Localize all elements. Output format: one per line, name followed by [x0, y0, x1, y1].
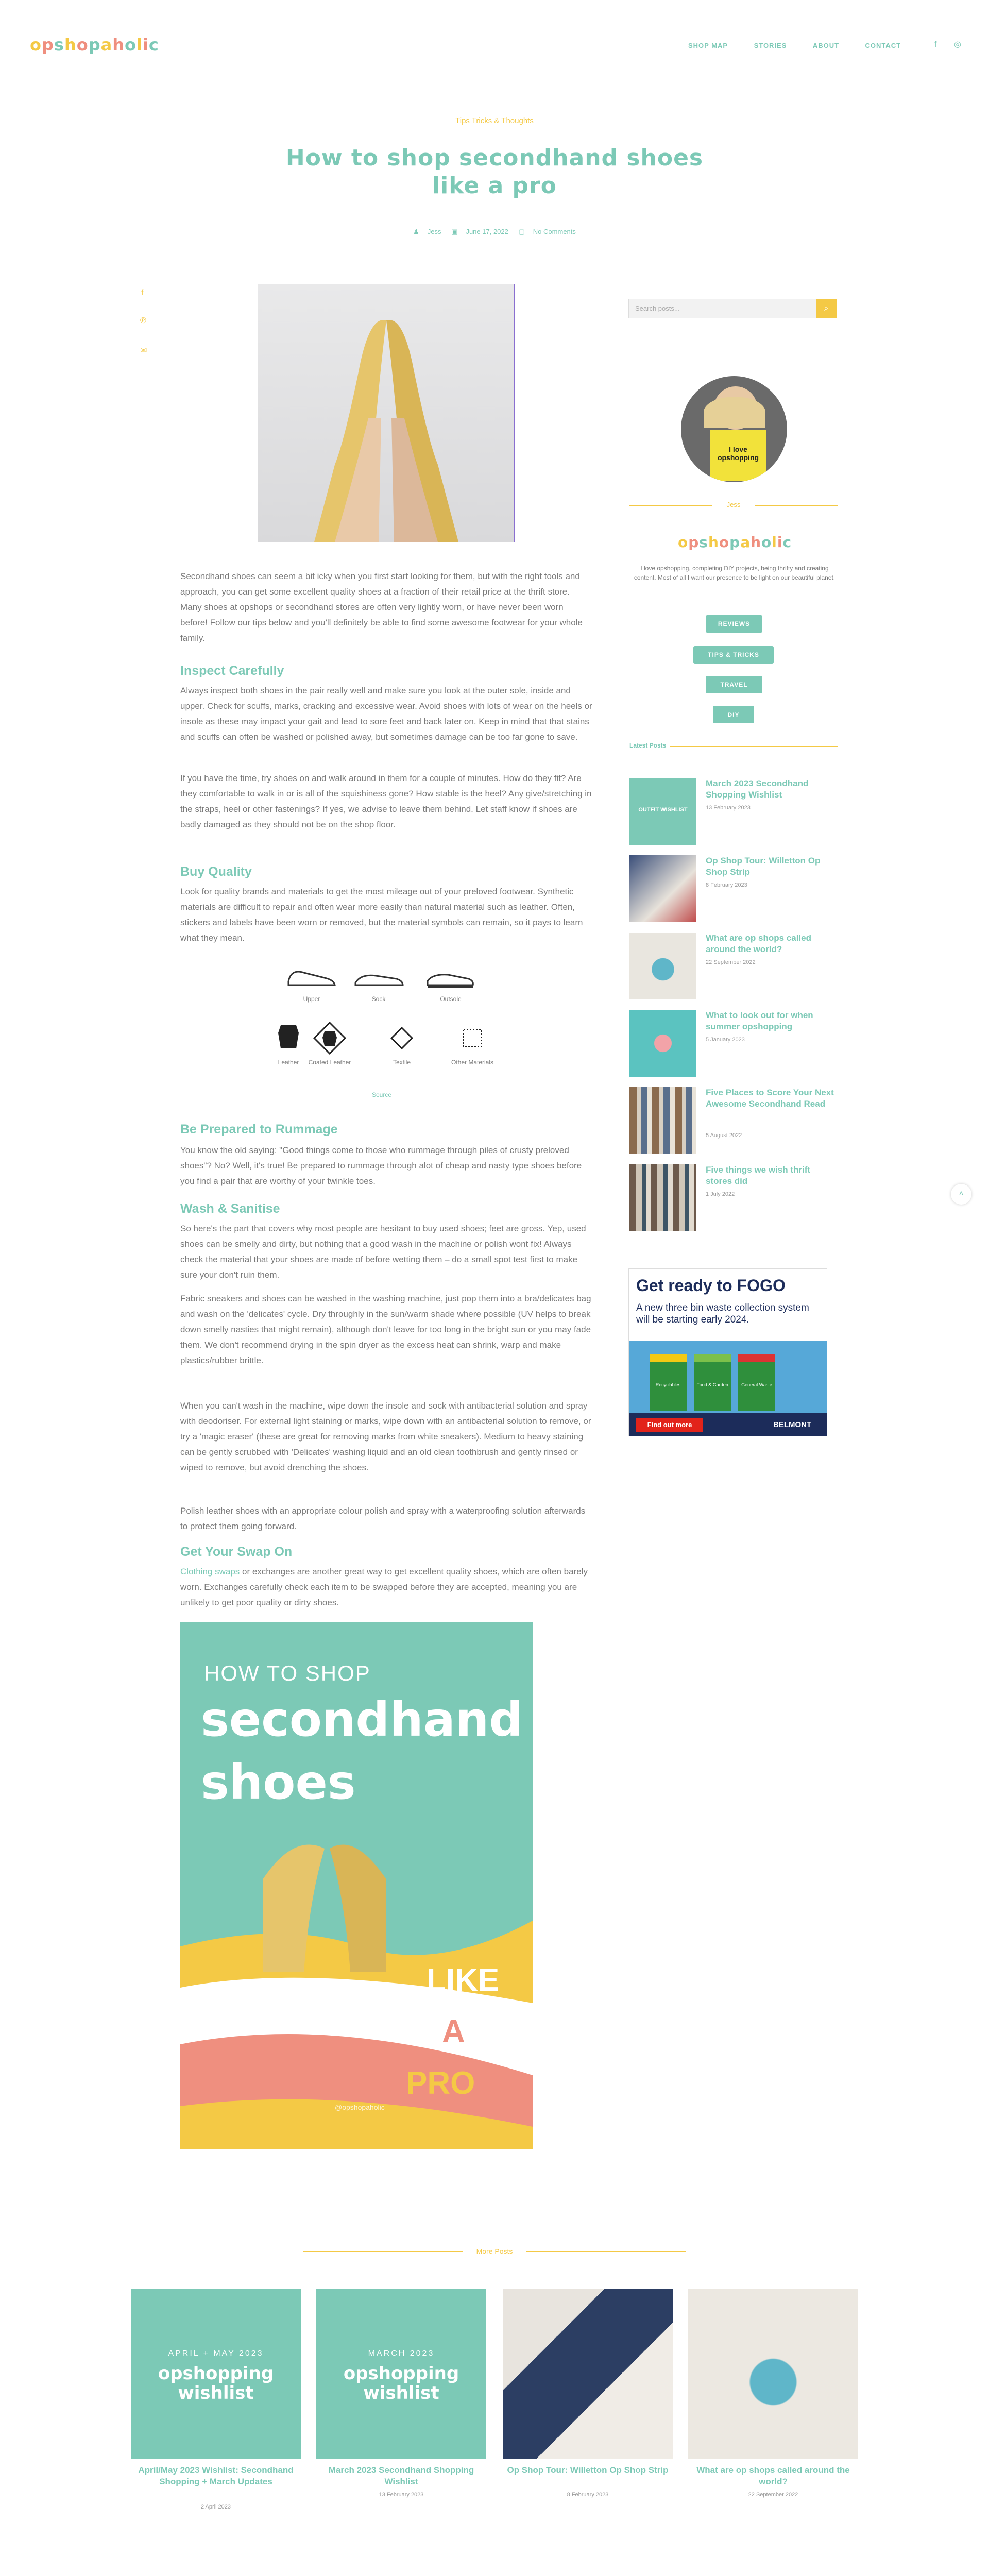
- symbol-outsole-label: Outsole: [440, 995, 462, 1003]
- author-divider-left: [629, 505, 712, 506]
- post-meta: [0, 228, 989, 236]
- latest-date-6: 1 July 2022: [706, 1191, 735, 1197]
- more-title-1[interactable]: April/May 2023 Wishlist: Secondhand Shopping + March Updates: [138, 2465, 294, 2486]
- author-divider-right: [755, 505, 838, 506]
- pill-diy[interactable]: DIY: [713, 706, 754, 723]
- latest-date-3: 22 September 2022: [706, 959, 756, 965]
- symbol-leather-label: Leather: [278, 1059, 299, 1066]
- site-logo[interactable]: opshopaholic: [30, 35, 159, 55]
- more-date-3: 8 February 2023: [567, 2492, 609, 2498]
- share-facebook-icon[interactable]: f: [141, 289, 144, 297]
- clothing-swaps-link[interactable]: Clothing swaps: [180, 1567, 240, 1577]
- nav-contact[interactable]: CONTACT: [865, 42, 901, 49]
- latest-date-4: 5 January 2023: [706, 1037, 745, 1043]
- quality-paragraph: Look for quality brands and materials to get the most mileage out of your preloved footwear. Synthetic materials are difficult to repair and often wear more easily than natural material such as leather. Often, stickers and labels have been worn or removed, but the material symbols can remain, so it pays to learn what they mean.: [180, 887, 583, 943]
- latest-date-2: 8 February 2023: [706, 882, 747, 888]
- hero-image: [258, 284, 515, 542]
- latest-thumb-3[interactable]: [629, 933, 696, 999]
- latest-thumb-6[interactable]: [629, 1164, 696, 1231]
- shoe-part-icons: [268, 958, 505, 994]
- ad-bin-label-1: Recyclables: [655, 1382, 681, 1387]
- share-email-icon[interactable]: ✉: [140, 346, 147, 355]
- symbol-coated-leather-label: Coated Leather: [308, 1059, 351, 1066]
- heading-swap: Get Your Swap On: [180, 1545, 293, 1559]
- latest-title-3[interactable]: What are op shops called around the world?: [706, 933, 811, 954]
- instagram-icon[interactable]: ◎: [954, 40, 961, 49]
- latest-title-5[interactable]: Five Places to Score Your Next Awesome Secondhand Read: [706, 1088, 834, 1109]
- intro-paragraph: Secondhand shoes can seem a bit icky when you first start looking for them, but with the right tools and approach, you can get some excellent quality shoes at a fraction of their retail price at the thrift store. Many shoes at opshops or secondhand stores are often very lightly worn, or have never been worn before! Follow our tips below and you'll definitely be able to find some awesome footwear for your whole family.: [180, 571, 583, 643]
- inspect-paragraph-1: Always inspect both shoes in the pair really well and make sure you look at the outer sole, inside and upper. Check for scuffs, marks, cracking and excessive wear. Avoid shoes with lots of wear on the heels or insole as these may impact your gait and lead to sore feet and back later on. Keep in mind that that stains and scuffs can often be washed or polished away, but sometimes damage can be too far gone to save.: [180, 686, 592, 742]
- more-posts-label: More Posts: [476, 2247, 513, 2256]
- search-input[interactable]: Search posts...: [628, 299, 819, 318]
- symbol-textile-label: Textile: [393, 1059, 411, 1066]
- latest-thumb-2[interactable]: [629, 855, 696, 922]
- wash-paragraph-3: When you can't wash in the machine, wipe down the insole and sock with antibacterial solution and spray with deodoriser. For external light staining or marks, wipe down with an antibacterial solution to remove, or try a 'magic eraser' (these are great for removing marks from white sneakers). Medium to heavy staining can be gently scrubbed with 'Delicates' washing liquid and an old clean toothbrush and gently rinsed or wiped to remove, but avoid drenching the shoes.: [180, 1401, 591, 1472]
- yellow-shoes-illustration: [258, 284, 515, 542]
- poster-word-like: LIKE: [427, 1962, 500, 1998]
- post-date: June 17, 2022: [466, 228, 508, 235]
- wash-paragraph-2: Fabric sneakers and shoes can be washed in the washing machine, just pop them into a bra/delicates bag and wash on the 'delicates' cycle. Dry throughly in the sun/warm shade where possible (UV helps to break down smelly nasties that might remain), although don't leave for too long in the bright sun or you may fade them. We don't recommend drying in the spin dryer as the excess heat can shrink, warp and make plastics/rubber brittle.: [180, 1294, 591, 1365]
- swap-paragraph: Clothing swaps or exchanges are another great way to get excellent quality shoes, which are often barely worn. Exchanges carefully check each item to be swapped before they are accepted, meaning you are unlikely to get poor quality or dirty shoes.: [180, 1567, 588, 1607]
- source-link[interactable]: Source: [372, 1091, 392, 1098]
- heading-rummage: Be Prepared to Rummage: [180, 1122, 338, 1137]
- poster-line1: HOW TO SHOP: [204, 1661, 371, 1685]
- more-title-4[interactable]: What are op shops called around the world?: [696, 2465, 850, 2486]
- symbol-upper-label: Upper: [303, 995, 320, 1003]
- material-symbols-graphic: [268, 958, 505, 1077]
- author-name: Jess: [726, 501, 741, 509]
- more-posts-divider-left: [303, 2251, 463, 2252]
- latest-date-5: 5 August 2022: [706, 1132, 742, 1139]
- heading-wash: Wash & Sanitise: [180, 1201, 280, 1216]
- material-icons: [268, 1020, 505, 1056]
- more-thumb-4[interactable]: [688, 2289, 858, 2459]
- sidebar-logo: opshopaholic: [678, 534, 792, 551]
- author-icon: ♟: [413, 228, 419, 235]
- pill-reviews[interactable]: REVIEWS: [706, 615, 762, 633]
- post-title: How to shop secondhand shoes like a pro: [285, 145, 704, 199]
- wash-paragraph-1: So here's the part that covers why most people are hesitant to buy used shoes; feet are gross. Yep, used shoes can be smelly and dirty, but nothing that a good wash in the machine or polish wont fix! Always check the material that your shoes are made of before wetting them – do a small spot test first to make sure your don't ruin them.: [180, 1224, 586, 1280]
- ad-bin-label-2: Food & Garden: [696, 1382, 728, 1387]
- yellow-bag: I love opshopping: [710, 430, 766, 481]
- poster-line2: secondhand: [201, 1692, 523, 1747]
- search-button[interactable]: [816, 299, 837, 318]
- latest-title-4[interactable]: What to look out for when summer opshopping: [706, 1010, 813, 1031]
- latest-thumb-5[interactable]: [629, 1087, 696, 1154]
- more-title-3[interactable]: Op Shop Tour: Willetton Op Shop Strip: [507, 2465, 669, 2475]
- inspect-paragraph-2: If you have the time, try shoes on and walk around in them for a couple of minutes. How do they fit? Are they comfortable to walk in or is all of the squishiness gone? How stable is the heel? Any give/stretching in the straps, heel or other fastenings? If yes, we advise to leave them behind. Let staff know if shoes are badly damaged as they should not be on the shop floor.: [180, 773, 592, 829]
- heading-inspect: Inspect Carefully: [180, 664, 284, 678]
- poster-word-pro: PRO: [406, 2065, 475, 2101]
- rummage-paragraph: You know the old saying: "Good things come to those who rummage through piles of crusty preloved shoes"? No? Well, it's true! Be prepared to rummage through alot of cheap and nasty type shoes before you find a pair that are worthy of your twinkle toes.: [180, 1145, 582, 1186]
- post-category[interactable]: Tips Tricks & Thoughts: [455, 116, 534, 125]
- post-comments[interactable]: No Comments: [533, 228, 576, 235]
- heading-quality: Buy Quality: [180, 865, 252, 879]
- latest-title-1[interactable]: March 2023 Secondhand Shopping Wishlist: [706, 778, 809, 800]
- facebook-icon[interactable]: f: [934, 40, 937, 49]
- latest-divider: [670, 746, 838, 747]
- comment-icon: ▢: [518, 228, 525, 235]
- poster-handle: @opshopaholic: [335, 2103, 385, 2111]
- nav-shop-map[interactable]: SHOP MAP: [688, 42, 728, 49]
- more-title-2[interactable]: March 2023 Secondhand Shopping Wishlist: [328, 2465, 474, 2486]
- symbol-sock-label: Sock: [371, 995, 386, 1003]
- symbol-other-label: Other Materials: [451, 1059, 494, 1066]
- ad-bin-label-3: General Waste: [741, 1382, 772, 1387]
- ad-brand: BELMONT: [773, 1420, 812, 1429]
- more-thumb-2[interactable]: MARCH 2023 opshopping wishlist: [316, 2289, 486, 2459]
- ad-find-out-more-button[interactable]: Find out more: [636, 1418, 703, 1432]
- chevron-up-icon: ˄: [959, 1190, 964, 1198]
- latest-title-6[interactable]: Five things we wish thrift stores did: [706, 1165, 811, 1186]
- main-nav: [664, 41, 901, 50]
- ad-text: A new three bin waste collection system will be starting early 2024.: [636, 1302, 809, 1325]
- nav-about[interactable]: ABOUT: [812, 42, 840, 49]
- post-author[interactable]: Jess: [427, 228, 441, 235]
- latest-posts-label: Latest Posts: [629, 742, 667, 749]
- pill-travel[interactable]: TRAVEL: [706, 676, 762, 693]
- nav-stories[interactable]: STORIES: [754, 42, 787, 49]
- scroll-up-button[interactable]: [951, 1184, 971, 1205]
- more-date-4: 22 September 2022: [748, 2492, 798, 2498]
- fogo-advert[interactable]: [628, 1268, 827, 1436]
- poster-word-a: A: [442, 2014, 465, 2049]
- latest-thumb-1[interactable]: OUTFIT WISHLIST: [629, 778, 696, 845]
- more-posts-divider-right: [526, 2251, 686, 2252]
- poster-line3: shoes: [201, 1755, 356, 1810]
- share-pinterest-icon[interactable]: ℗: [140, 316, 146, 325]
- pill-tips-tricks[interactable]: TIPS & TRICKS: [693, 646, 774, 664]
- more-date-2: 13 February 2023: [379, 2492, 424, 2498]
- ad-title: Get ready to FOGO: [636, 1276, 786, 1295]
- more-date-1: 2 April 2023: [200, 2504, 231, 2510]
- more-thumb-3[interactable]: [503, 2289, 673, 2459]
- wash-paragraph-4: Polish leather shoes with an appropriate colour polish and spray with a waterproofing solution afterwards to protect them going forward.: [180, 1506, 586, 1531]
- pin-poster-image: [180, 1622, 533, 2149]
- latest-title-2[interactable]: Op Shop Tour: Willetton Op Shop Strip: [706, 856, 821, 877]
- author-avatar: [681, 376, 787, 482]
- latest-thumb-4[interactable]: [629, 1010, 696, 1077]
- author-bio: I love opshopping, completing DIY projects, being thrifty and creating content. Most of all I want our presence to be light on our beautiful planet.: [634, 565, 835, 581]
- calendar-icon: ▣: [451, 228, 458, 235]
- more-thumb-1[interactable]: APRIL + MAY 2023 opshopping wishlist: [131, 2289, 301, 2459]
- search-icon: ⌕: [824, 304, 829, 313]
- latest-date-1: 13 February 2023: [706, 805, 751, 811]
